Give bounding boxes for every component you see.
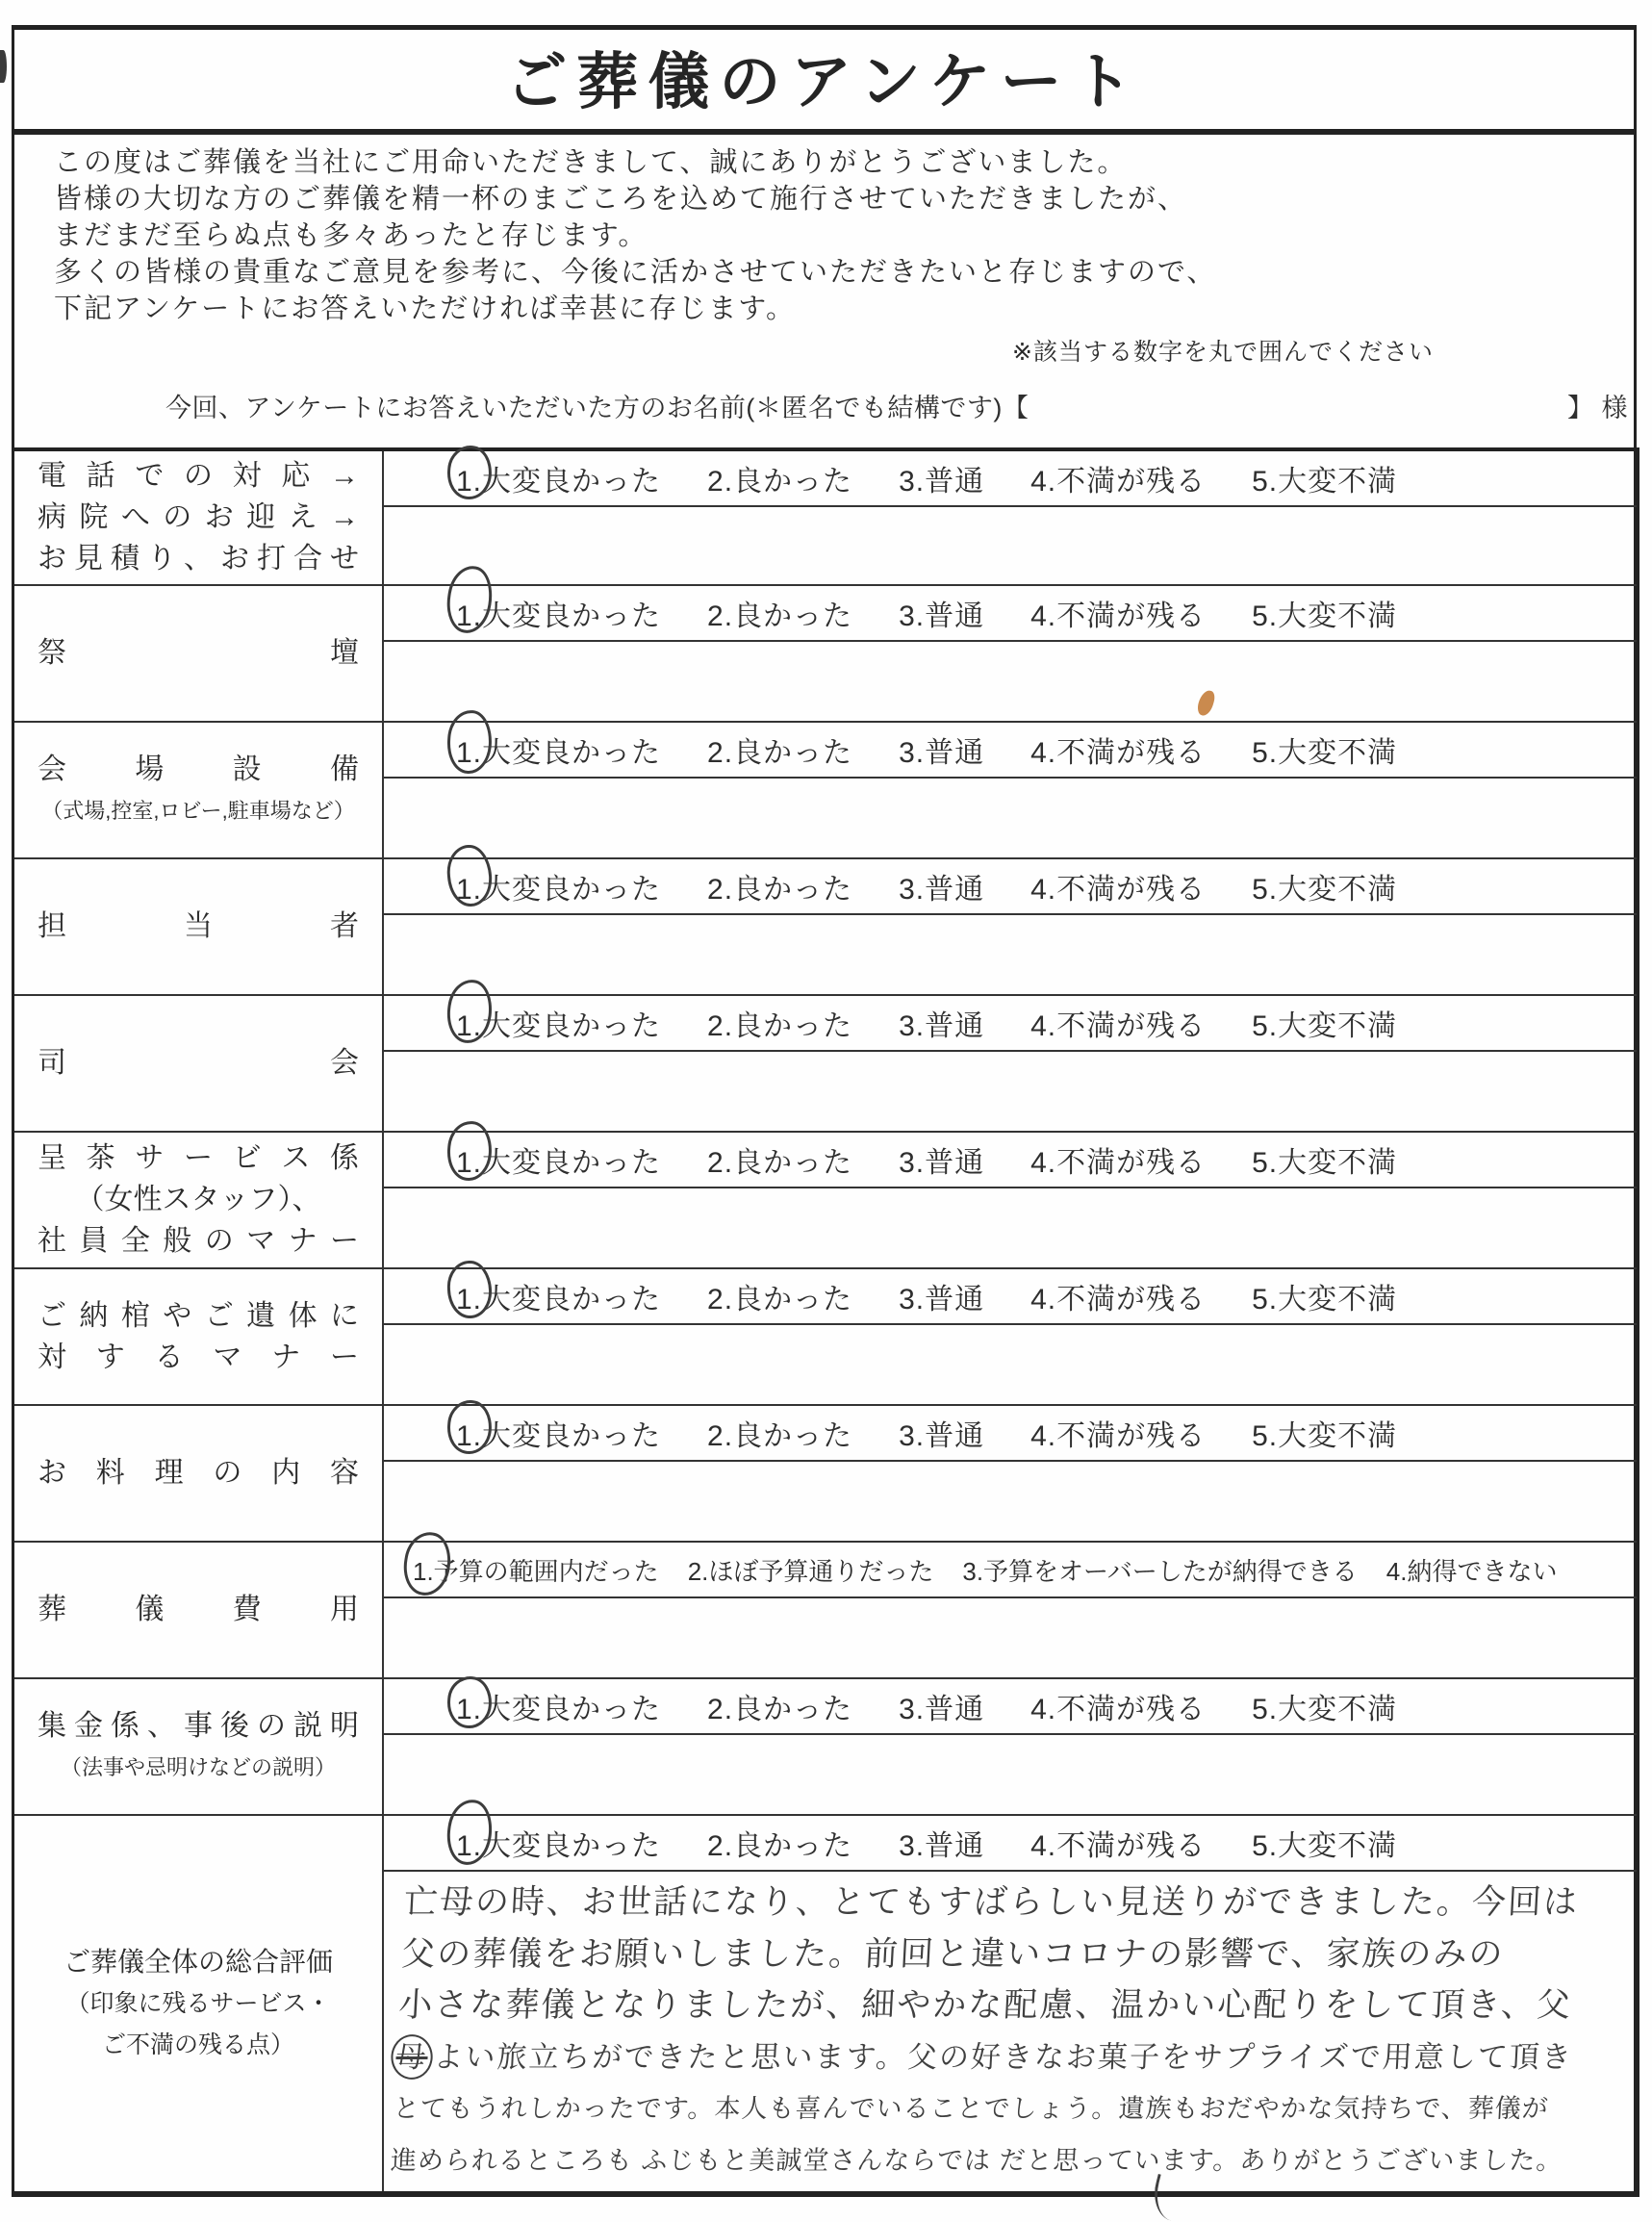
row-label: お料理の内容 xyxy=(14,1406,384,1541)
row-answers xyxy=(384,586,1637,721)
circle-instruction-note: ※該当する数字を丸で囲んでください xyxy=(1012,339,1434,366)
table-row-tea-service-staff xyxy=(14,1131,1637,1267)
intro-line: 下記アンケートにお答えいただければ幸甚に存じます。 xyxy=(54,294,796,324)
rating-option-2: 2.良かった xyxy=(707,1147,853,1179)
rating-options xyxy=(384,723,1637,779)
rating-option-1: 1.大変良かった xyxy=(456,1275,661,1317)
table-row-mc xyxy=(14,994,1637,1131)
rating-option-5: 5.大変不満 xyxy=(1252,1284,1398,1315)
row-answers xyxy=(384,859,1637,994)
row-answers xyxy=(384,1543,1637,1677)
rating-option-2: 2.良かった xyxy=(707,874,853,906)
rating-option-3: 3.予算をオーバーしたが納得できる xyxy=(962,1556,1358,1586)
survey-table xyxy=(12,447,1639,2197)
table-row-venue-facilities xyxy=(14,721,1637,857)
row-answers xyxy=(384,451,1637,584)
comment-line xyxy=(394,2032,1629,2082)
rating-option-3: 3.普通 xyxy=(899,600,985,632)
row-label: ご葬儀全体の総合評価 （印象に残るサービス・ ご不満の残る点） xyxy=(14,1816,384,2191)
rating-option-5: 5.大変不満 xyxy=(1252,874,1398,906)
rating-option-1: 1.大変良かった xyxy=(456,1412,661,1454)
comment-line-text: よい旅立ちができたと思います。父の好きなお菓子をサプライズで用意して頂き xyxy=(432,2039,1574,2074)
rating-option-4: 4.納得できない xyxy=(1385,1556,1558,1586)
handwritten-selection-circle xyxy=(445,444,495,501)
rating-option-3: 3.普通 xyxy=(899,466,985,498)
name-prompt: 今回、アンケートにお答えいただいた方のお名前(＊匿名でも結構です)【 xyxy=(165,394,1029,422)
rating-option-5: 5.大変不満 xyxy=(1252,1694,1398,1725)
intro-line: 皆様の大切な方のご葬儀を精一杯のまごころを込めて施行させていただきましたが、 xyxy=(54,184,1188,215)
rating-option-1: 1.大変良かった xyxy=(456,1822,661,1864)
rating-option-4: 4.不満が残る xyxy=(1030,1010,1207,1042)
table-row-meal-content xyxy=(14,1404,1637,1541)
rating-options-budget xyxy=(384,1543,1637,1598)
rating-options xyxy=(384,1679,1637,1735)
rating-options xyxy=(384,1816,1637,1872)
comment-line: 亡母の時、お世話になり、とてもすばらしい見送りができました。今回は xyxy=(402,1883,1581,1921)
rating-option-3: 3.普通 xyxy=(899,1420,985,1452)
rating-options xyxy=(384,996,1637,1052)
row-label: ご納棺やご遺体に 対するマナー xyxy=(14,1269,384,1404)
row-label: 葬儀費用 xyxy=(14,1543,384,1677)
rating-option-3: 3.普通 xyxy=(899,1284,985,1315)
name-suffix: 】 様 xyxy=(1566,394,1628,422)
comment-line: 父の葬儀をお願いしました。前回と違いコロナの影響で、家族のみの xyxy=(400,1934,1506,1973)
handwritten-comment xyxy=(389,1872,1637,2189)
rating-option-2: 2.良かった xyxy=(707,1284,853,1315)
rating-options xyxy=(384,1406,1637,1462)
rating-option-3: 3.普通 xyxy=(899,737,985,769)
rating-option-5: 5.大変不満 xyxy=(1252,600,1398,632)
rating-options xyxy=(384,451,1637,507)
row-answers xyxy=(384,996,1637,1131)
row-answers xyxy=(384,1679,1637,1814)
respondent-name-line xyxy=(165,387,1628,424)
table-row-funeral-cost xyxy=(14,1541,1637,1677)
row-label: 集金係、事後の説明 （法事や忌明けなどの説明） xyxy=(14,1679,384,1814)
rating-option-4: 4.不満が残る xyxy=(1030,466,1207,498)
rating-options xyxy=(384,1269,1637,1325)
comment-line: とてもうれしかったです。本人も喜んでいることでしょう。遺族もおだやかな気持ちで、葬儀が xyxy=(392,2094,1550,2124)
rating-option-4: 4.不満が残る xyxy=(1030,1830,1207,1862)
table-row-collection-explanation xyxy=(14,1677,1637,1814)
rating-option-4: 4.不満が残る xyxy=(1030,1420,1207,1452)
table-row-overall-evaluation xyxy=(14,1814,1637,2191)
row-label: 会場設備 （式場,控室,ロビー,駐車場など） xyxy=(14,723,384,857)
row-answers xyxy=(384,1133,1637,1267)
intro-line: まだまだ至らぬ点も多々あったと存じます。 xyxy=(54,220,648,251)
row-label: 担当者 xyxy=(14,859,384,994)
rating-option-5: 5.大変不満 xyxy=(1252,1010,1398,1042)
rating-option-1: 1.大変良かった xyxy=(456,457,661,499)
rating-option-2: 2.良かった xyxy=(707,1010,853,1042)
rating-option-2: 2.良かった xyxy=(707,466,853,498)
rating-option-1: 1.大変良かった xyxy=(456,1138,661,1181)
intro-paragraph xyxy=(54,144,1420,327)
row-answers xyxy=(384,1816,1637,2191)
rating-option-5: 5.大変不満 xyxy=(1252,466,1398,498)
rating-option-2: 2.良かった xyxy=(707,1420,853,1452)
rating-option-4: 4.不満が残る xyxy=(1030,1694,1207,1725)
crossed-out-character: 母 xyxy=(394,2039,429,2074)
row-answers xyxy=(384,1269,1637,1404)
rating-option-2: 2.ほぼ予算通りだった xyxy=(687,1556,934,1586)
row-answers xyxy=(384,1406,1637,1541)
row-label: 呈茶サービス係 （女性スタッフ）、 社員全般のマナー xyxy=(14,1133,384,1267)
rating-option-3: 3.普通 xyxy=(899,1830,985,1862)
table-row-casketing-manner xyxy=(14,1267,1637,1404)
rating-option-3: 3.普通 xyxy=(899,874,985,906)
rating-option-1: 1.大変良かった xyxy=(456,728,661,771)
rating-option-1: 1.大変良かった xyxy=(456,1685,661,1727)
rating-option-4: 4.不満が残る xyxy=(1030,1147,1207,1179)
rating-option-4: 4.不満が残る xyxy=(1030,874,1207,906)
table-row-altar xyxy=(14,584,1637,721)
rating-option-1: 1.大変良かった xyxy=(456,1002,661,1044)
row-answers xyxy=(384,723,1637,857)
handwritten-selection-circle xyxy=(445,1398,495,1456)
rating-option-5: 5.大変不満 xyxy=(1252,1147,1398,1179)
intro-line: 多くの皆様の貴重なご意見を参考に、今後に活かさせていただきたいと存じますので、 xyxy=(54,257,1217,288)
row-label: 司会 xyxy=(14,996,384,1131)
row-label: 電話での対応→ 病院へのお迎え→ お見積り、お打合せ xyxy=(14,451,384,584)
handwritten-selection-circle xyxy=(446,1260,493,1319)
row-label: 祭壇 xyxy=(14,586,384,721)
handwritten-selection-circle xyxy=(445,1674,495,1730)
rating-option-3: 3.普通 xyxy=(899,1147,985,1179)
rating-option-1: 1.大変良かった xyxy=(456,865,661,907)
intro-line: この度はご葬儀を当社にご用命いただきまして、誠にありがとうございました。 xyxy=(54,147,1128,178)
rating-option-3: 3.普通 xyxy=(899,1010,985,1042)
rating-options xyxy=(384,859,1637,915)
title-box xyxy=(12,25,1637,135)
rating-option-4: 4.不満が残る xyxy=(1030,1284,1207,1315)
rating-option-1: 1.予算の範囲内だった xyxy=(413,1552,659,1588)
rating-option-2: 2.良かった xyxy=(707,1830,853,1862)
rating-option-4: 4.不満が残る xyxy=(1030,737,1207,769)
page-title: ご葬儀のアンケート xyxy=(505,47,1143,116)
scan-artifact-mark xyxy=(0,50,7,83)
rating-option-5: 5.大変不満 xyxy=(1252,1420,1398,1452)
rating-option-2: 2.良かった xyxy=(707,1694,853,1725)
comment-line: 小さな葬儀となりましたが、細やかな配慮、温かい心配りをして頂き、父 xyxy=(397,1986,1574,2025)
rating-option-3: 3.普通 xyxy=(899,1694,985,1725)
rating-option-5: 5.大変不満 xyxy=(1252,1830,1398,1862)
rating-option-2: 2.良かった xyxy=(707,600,853,632)
rating-option-4: 4.不満が残る xyxy=(1030,600,1207,632)
rating-option-2: 2.良かった xyxy=(707,737,853,769)
comment-line: 進められるところも ふじもと美誠堂さんならでは だと思っています。ありがとうございました。 xyxy=(390,2145,1564,2175)
table-row-phone-response xyxy=(14,451,1637,584)
rating-options xyxy=(384,1133,1637,1188)
rating-option-1: 1.大変良かった xyxy=(456,592,661,634)
table-row-person-in-charge xyxy=(14,857,1637,994)
rating-option-5: 5.大変不満 xyxy=(1252,737,1398,769)
rating-options xyxy=(384,586,1637,642)
